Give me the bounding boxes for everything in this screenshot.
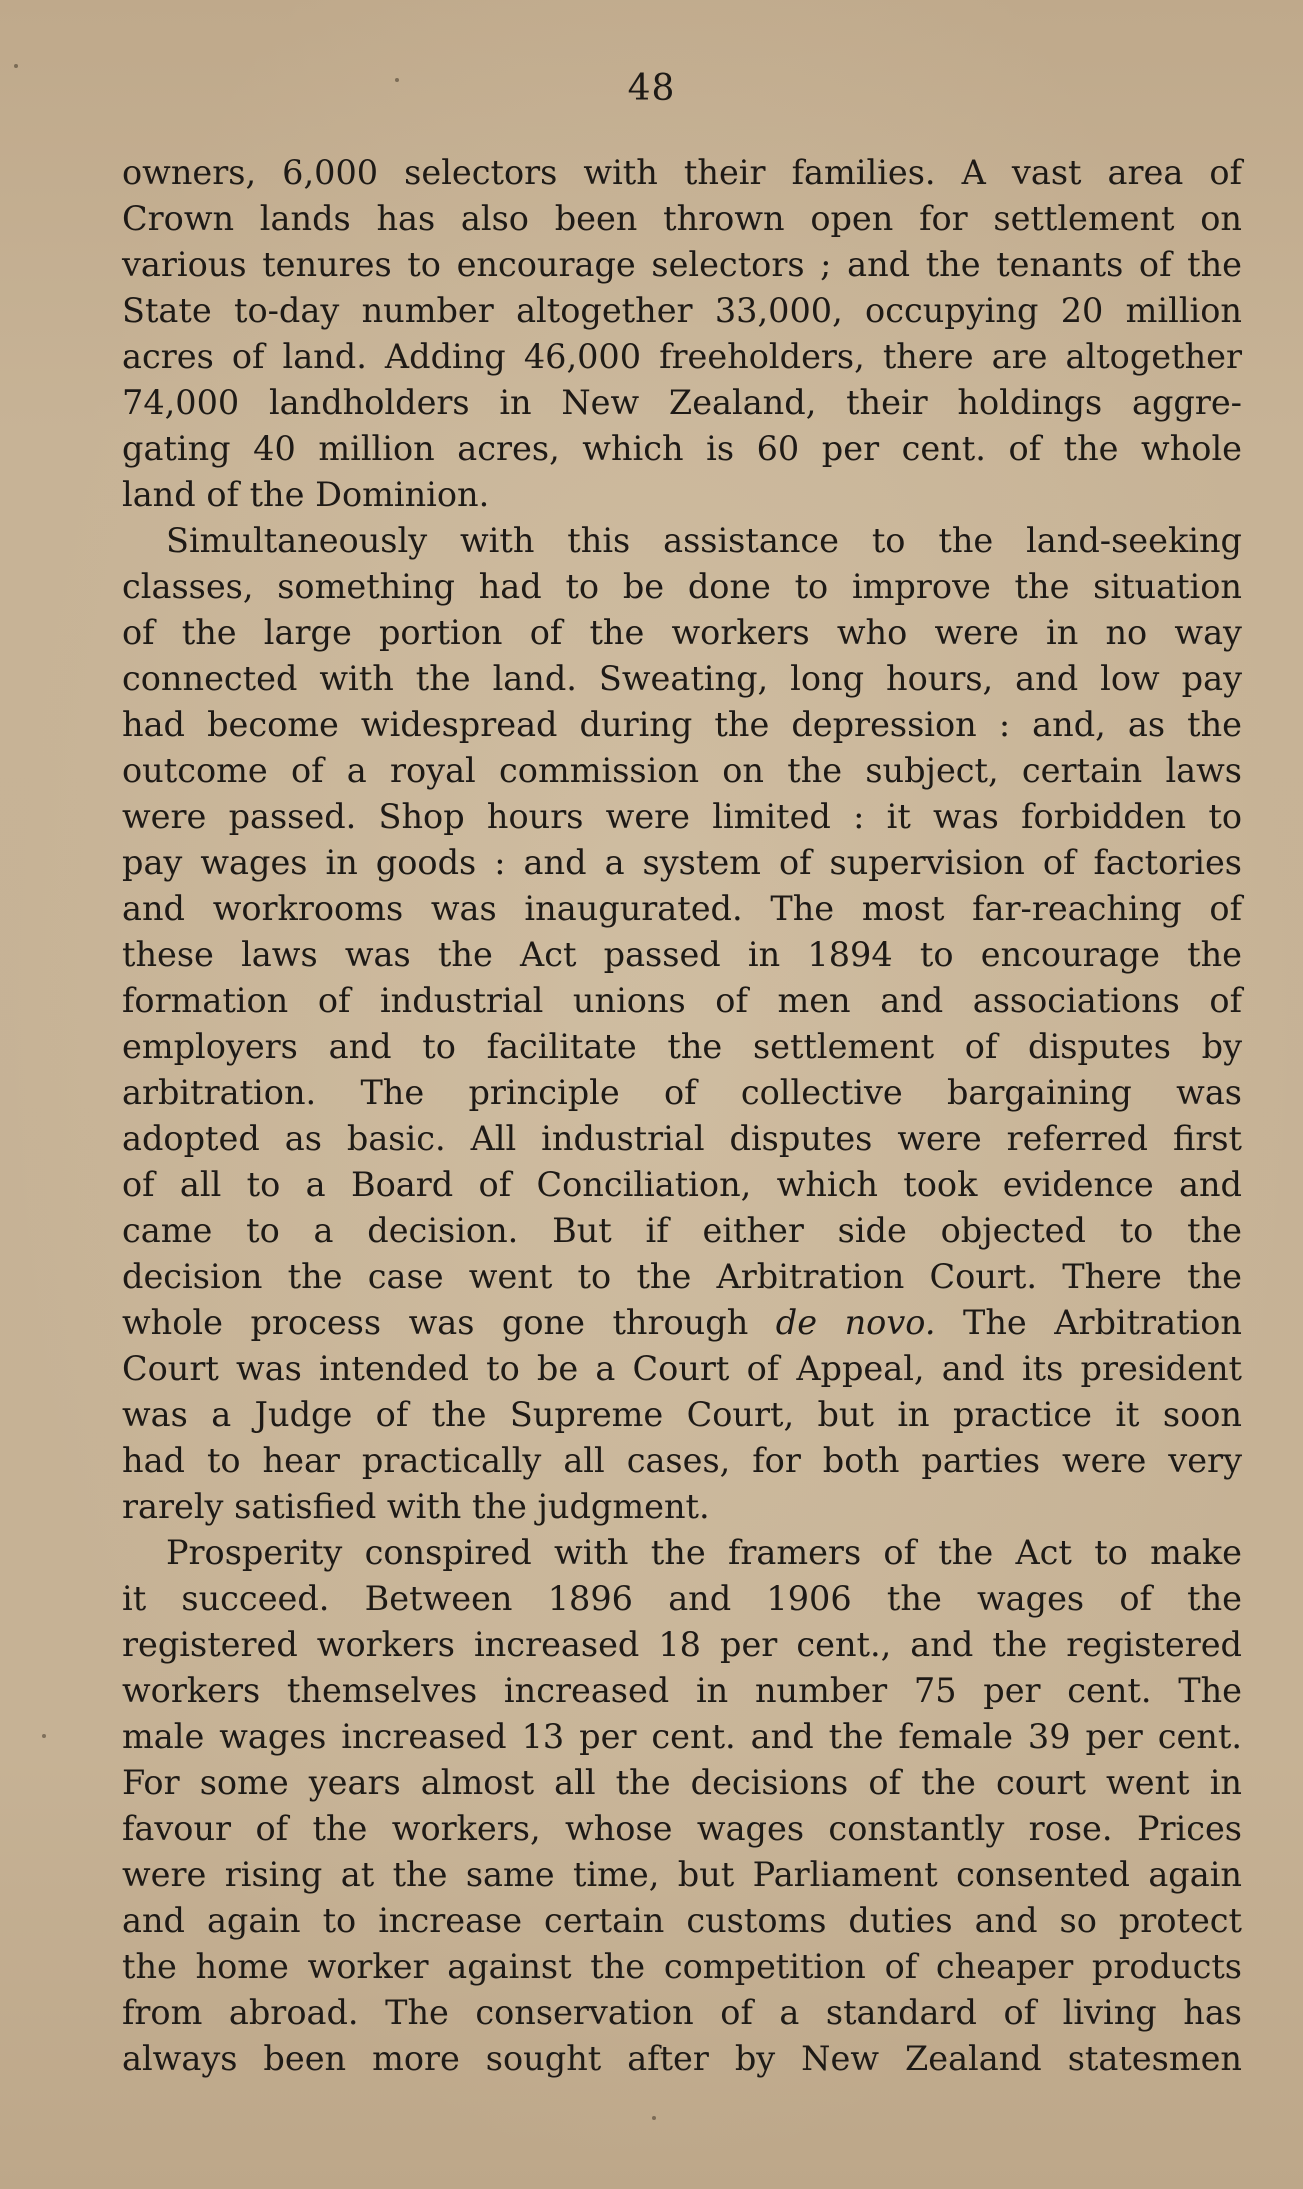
body-text bbox=[122, 150, 1242, 2082]
text-line: of all to a Board of Conciliation, which took evidence and bbox=[122, 1165, 1242, 1204]
text-line: registered workers increased 18 per cent., and the registered bbox=[122, 1625, 1242, 1664]
text-line: workers themselves increased in number 75 per cent. The bbox=[122, 1671, 1242, 1710]
text-line: favour of the workers, whose wages constantly rose. Prices bbox=[122, 1809, 1242, 1848]
text-line: the home worker against the competition of cheaper products bbox=[122, 1947, 1242, 1986]
text-line: came to a decision. But if either side objected to the bbox=[122, 1211, 1242, 1250]
text-line: connected with the land. Sweating, long hours, and low pay bbox=[122, 659, 1242, 698]
text-line bbox=[122, 1300, 1242, 1346]
text-line: adopted as basic. All industrial disputes were referred first bbox=[122, 1119, 1242, 1158]
text-line: and again to increase certain customs duties and so protect bbox=[122, 1901, 1242, 1940]
text-line: decision the case went to the Arbitration Court. There the bbox=[122, 1257, 1242, 1296]
italic-phrase: de novo. bbox=[775, 1303, 936, 1342]
text-line: 74,000 landholders in New Zealand, their holdings aggre- bbox=[122, 383, 1242, 422]
text-line: pay wages in goods : and a system of supervision of factories bbox=[122, 843, 1242, 882]
text-line: classes, something had to be done to improve the situation bbox=[122, 567, 1242, 606]
text-line: owners, 6,000 selectors with their families. A vast area of bbox=[122, 153, 1242, 192]
text-line: land of the Dominion. bbox=[122, 475, 490, 514]
text-segment: whole process was gone through bbox=[122, 1303, 776, 1342]
text-line: was a Judge of the Supreme Court, but in practice it soon bbox=[122, 1395, 1242, 1434]
text-line: Simultaneously with this assistance to the land-seeking bbox=[166, 521, 1242, 560]
page-number: 48 bbox=[627, 68, 676, 109]
text-line: male wages increased 13 per cent. and the female 39 per cent. bbox=[122, 1717, 1242, 1756]
text-line: various tenures to encourage selectors ; and the tenants of the bbox=[122, 245, 1242, 284]
text-line: always been more sought after by New Zealand statesmen bbox=[122, 2039, 1242, 2078]
paper-speck bbox=[42, 1734, 46, 1738]
text-line: Court was intended to be a Court of Appeal, and its president bbox=[122, 1349, 1242, 1388]
text-line: acres of land. Adding 46,000 freeholders, there are altogether bbox=[122, 337, 1242, 376]
text-line: State to-day number altogether 33,000, occupying 20 million bbox=[122, 291, 1242, 330]
text-line: arbitration. The principle of collective bargaining was bbox=[122, 1073, 1242, 1112]
text-line: from abroad. The conservation of a standard of living has bbox=[122, 1993, 1242, 2032]
text-line: were rising at the same time, but Parliament consented again bbox=[122, 1855, 1242, 1894]
text-line: were passed. Shop hours were limited : it was forbidden to bbox=[122, 797, 1242, 836]
text-line: rarely satisfied with the judgment. bbox=[122, 1487, 710, 1526]
text-line: of the large portion of the workers who were in no way bbox=[122, 613, 1242, 652]
text-line: and workrooms was inaugurated. The most far-reaching of bbox=[122, 889, 1242, 928]
paper-speck bbox=[14, 64, 18, 68]
text-line: gating 40 million acres, which is 60 per cent. of the whole bbox=[122, 429, 1242, 468]
text-line: employers and to facilitate the settlement of disputes by bbox=[122, 1027, 1242, 1066]
text-line: had become widespread during the depression : and, as the bbox=[122, 705, 1242, 744]
text-line: had to hear practically all cases, for both parties were very bbox=[122, 1441, 1242, 1480]
text-line: Crown lands has also been thrown open for settlement on bbox=[122, 199, 1242, 238]
paper-speck bbox=[395, 78, 399, 82]
text-segment: The Arbitration bbox=[935, 1303, 1242, 1342]
text-line: it succeed. Between 1896 and 1906 the wages of the bbox=[122, 1579, 1242, 1618]
paper-speck bbox=[652, 2116, 656, 2120]
text-line: these laws was the Act passed in 1894 to encourage the bbox=[122, 935, 1242, 974]
text-line: For some years almost all the decisions of the court went in bbox=[122, 1763, 1242, 1802]
text-line: outcome of a royal commission on the subject, certain laws bbox=[122, 751, 1242, 790]
text-line: Prosperity conspired with the framers of the Act to make bbox=[166, 1533, 1242, 1572]
text-line: formation of industrial unions of men and associations of bbox=[122, 981, 1242, 1020]
